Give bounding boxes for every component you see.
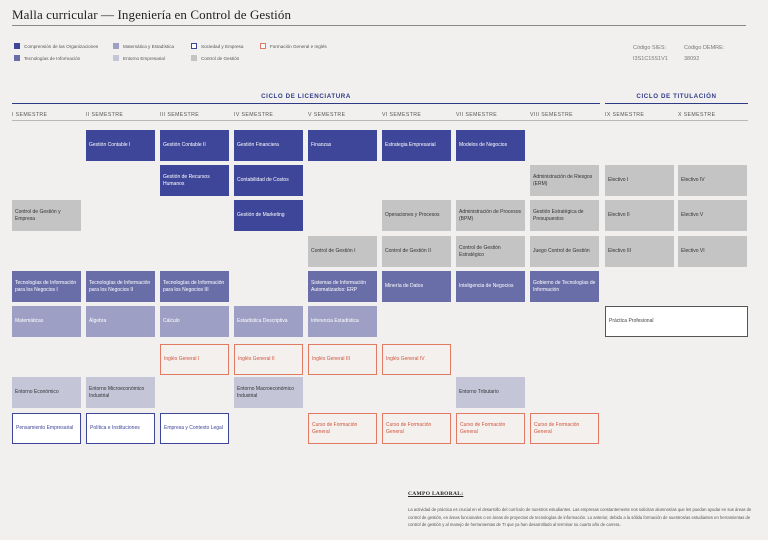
field-title: CAMPO LABORAL: <box>408 491 464 497</box>
course-label: Gestión Contable I <box>89 142 131 149</box>
semester-divider <box>12 120 748 121</box>
course-label: Administración de Procesos (BPM) <box>459 209 521 222</box>
legend-swatch <box>191 43 197 49</box>
course-block[interactable] <box>530 413 599 444</box>
legend-swatch <box>113 43 119 49</box>
course-label: Gestión Contable II <box>163 142 206 149</box>
course-block[interactable] <box>160 165 229 196</box>
demre-code <box>684 43 724 65</box>
semester-header: I SEMESTRE <box>12 112 48 118</box>
legend-label: Tecnologías de Información <box>24 55 81 61</box>
title-divider <box>12 25 746 26</box>
course-label: Tecnologías de Información para los Negocios I <box>15 280 77 293</box>
course-label: Curso de Formación General <box>312 422 358 435</box>
course-label: Cálculo <box>163 318 180 325</box>
legend-swatch <box>14 55 20 61</box>
course-block[interactable] <box>382 236 451 267</box>
course-block[interactable] <box>308 306 377 337</box>
course-block[interactable] <box>456 200 525 231</box>
legend-label: Sociedad y Empresa <box>201 43 244 49</box>
course-block[interactable] <box>605 165 674 196</box>
page-title: Malla curricular — Ingeniería en Control de Gestión <box>12 7 292 22</box>
course-label: Electivo I <box>608 177 629 184</box>
course-block[interactable] <box>12 377 81 408</box>
course-label: Inferencia Estadística <box>311 318 359 325</box>
course-block[interactable] <box>86 130 155 161</box>
course-block[interactable] <box>234 130 303 161</box>
legend-swatch <box>14 43 20 49</box>
course-label: Control de Gestión y Empresa <box>15 209 61 222</box>
course-block[interactable] <box>234 344 303 375</box>
course-label: Entorno Microeconómico Industrial <box>89 386 145 399</box>
course-block[interactable] <box>456 130 525 161</box>
course-label: Política e Instituciones <box>90 425 140 432</box>
course-label: Control de Gestión II <box>385 248 431 255</box>
course-block[interactable] <box>605 236 674 267</box>
course-block[interactable] <box>456 236 525 267</box>
course-block[interactable] <box>382 200 451 231</box>
legend <box>14 43 374 67</box>
course-label: Entorno Macroeconómico Industrial <box>237 386 294 399</box>
course-label: Sistemas de Información Automatizados: ERP <box>311 280 367 293</box>
course-block[interactable] <box>530 271 599 302</box>
semester-header: VIII SEMESTRE <box>530 112 573 118</box>
course-label: Electivo II <box>608 212 630 219</box>
course-label: Inteligencia de Negocios <box>459 283 514 290</box>
semester-header: II SEMESTRE <box>86 112 124 118</box>
demre-code-value: 38092 <box>684 56 700 62</box>
course-practice[interactable] <box>605 306 748 337</box>
course-block[interactable] <box>160 271 229 302</box>
course-block[interactable] <box>234 200 303 231</box>
course-block[interactable] <box>308 413 377 444</box>
legend-label: Control de Gestión <box>201 55 240 61</box>
legend-label: Matemática y Estadística <box>123 43 175 49</box>
course-label: Contabilidad de Costos <box>237 177 289 184</box>
course-label: Curso de Formación General <box>534 422 580 435</box>
course-block[interactable] <box>12 306 81 337</box>
section-titulacion: CICLO DE TITULACIÓN <box>636 93 717 100</box>
course-label: Inglés General I <box>164 356 200 363</box>
section-licenciatura-rule <box>12 103 600 104</box>
course-label: Juego Control de Gestión <box>533 248 590 255</box>
legend-label: Formación General e Inglés <box>270 43 327 49</box>
semester-header: VII SEMESTRE <box>456 112 498 118</box>
section-licenciatura: CICLO DE LICENCIATURA <box>261 93 351 100</box>
course-block[interactable] <box>86 377 155 408</box>
course-label: Estadística Descriptiva <box>237 318 288 325</box>
course-label: Minería de Datos <box>385 283 424 290</box>
course-label: Estrategia Empresarial <box>385 142 436 149</box>
course-label: Gobierno de Tecnologías de Información <box>533 280 596 293</box>
legend-label: Entorno Empresarial <box>123 55 165 61</box>
course-block[interactable] <box>456 413 525 444</box>
course-label: Inglés General III <box>312 356 351 363</box>
course-block[interactable] <box>12 413 81 444</box>
legend-item <box>113 55 165 61</box>
course-label: Pensamiento Empresarial <box>16 425 74 432</box>
course-label: Control de Gestión I <box>311 248 356 255</box>
sies-code <box>633 43 668 65</box>
course-block[interactable] <box>382 130 451 161</box>
legend-swatch <box>113 55 119 61</box>
course-label: Entorno Económico <box>15 389 59 396</box>
course-block[interactable] <box>160 306 229 337</box>
course-label: Finanzas <box>311 142 332 149</box>
course-block[interactable] <box>678 236 747 267</box>
legend-item <box>14 43 98 49</box>
field-text: La actividad de práctica es crucial en el desarrollo del currículo de nuestros estudiantes. Las empresas constantemente nos solicitan alumnos/as que les puedan ayudar en sus áreas de control de gestión, en áreas funcionales o en áreas de proyectos de tecnologías de información. Lo anterior, debido a la sólida formación de nuestros/as estudiantes en herramientas de control de gestión y al manejo de herramientas de TI que ya han desarrollado al terminar su cuarto año de carrera. <box>408 507 752 528</box>
course-label: Empresa y Contexto Legal <box>164 425 223 432</box>
course-label: Curso de Formación General <box>386 422 432 435</box>
course-label: Electivo III <box>608 248 632 255</box>
course-block[interactable] <box>12 200 81 231</box>
course-block[interactable] <box>530 200 599 231</box>
course-block[interactable] <box>456 271 525 302</box>
course-label: Modelos de Negocios <box>459 142 508 149</box>
legend-swatch <box>191 55 197 61</box>
legend-item <box>14 55 80 61</box>
legend-item <box>113 43 174 49</box>
semester-header: IX SEMESTRE <box>605 112 645 118</box>
semester-header: IV SEMESTRE <box>234 112 274 118</box>
course-block[interactable] <box>308 271 377 302</box>
course-block[interactable] <box>678 165 747 196</box>
course-block[interactable] <box>530 165 599 196</box>
course-label: Control de Gestión Estratégico <box>459 245 501 258</box>
course-block[interactable] <box>86 306 155 337</box>
course-block[interactable] <box>12 271 81 302</box>
course-block[interactable] <box>308 344 377 375</box>
course-block[interactable] <box>382 271 451 302</box>
section-titulacion-rule <box>605 103 748 104</box>
semester-header: X SEMESTRE <box>678 112 716 118</box>
course-label: Administración de Riesgos (ERM) <box>533 174 593 187</box>
course-block[interactable] <box>86 413 155 444</box>
course-block[interactable] <box>86 271 155 302</box>
sies-code-value: I3S1C15S1V1 <box>633 56 668 62</box>
course-block[interactable] <box>160 130 229 161</box>
course-label: Gestión de Recursos Humanos <box>163 174 210 187</box>
course-label: Álgebra <box>89 318 107 325</box>
course-label: Electivo IV <box>681 177 705 184</box>
legend-item <box>260 43 327 49</box>
course-block[interactable] <box>160 344 229 375</box>
course-block[interactable] <box>456 377 525 408</box>
semester-header: VI SEMESTRE <box>382 112 422 118</box>
course-block[interactable] <box>382 344 451 375</box>
course-label: Curso de Formación General <box>460 422 506 435</box>
course-block[interactable] <box>234 165 303 196</box>
legend-item <box>191 43 243 49</box>
course-block[interactable] <box>382 413 451 444</box>
course-block[interactable] <box>530 236 599 267</box>
course-label: Gestión Estratégica de Presupuestos <box>533 209 584 222</box>
course-block[interactable] <box>308 236 377 267</box>
legend-item <box>191 55 239 61</box>
course-block[interactable] <box>160 413 229 444</box>
course-block[interactable] <box>605 200 674 231</box>
legend-label: Comprensión de las Organizaciones <box>24 43 99 49</box>
course-label: Tecnologías de Información para los Negocios III <box>163 280 225 293</box>
course-label: Práctica Profesional <box>609 318 654 325</box>
legend-swatch <box>260 43 266 49</box>
course-label: Gestión de Marketing <box>237 212 285 219</box>
course-label: Entorno Tributario <box>459 389 499 396</box>
course-label: Inglés General IV <box>386 356 425 363</box>
course-label: Gestión Financiera <box>237 142 279 149</box>
course-block[interactable] <box>678 200 747 231</box>
course-label: Matemáticas <box>15 318 44 325</box>
course-label: Tecnologías de Información para los Negocios II <box>89 280 151 293</box>
course-label: Inglés General II <box>238 356 275 363</box>
course-label: Operaciones y Procesos <box>385 212 440 219</box>
course-label: Electivo VI <box>681 248 705 255</box>
course-block[interactable] <box>234 377 303 408</box>
semester-header: III SEMESTRE <box>160 112 200 118</box>
course-label: Electivo V <box>681 212 704 219</box>
demre-code-label: Código DEMRE: <box>684 45 725 51</box>
course-block[interactable] <box>308 130 377 161</box>
semester-header: V SEMESTRE <box>308 112 346 118</box>
sies-code-label: Código SIES: <box>633 45 667 51</box>
course-block[interactable] <box>234 306 303 337</box>
